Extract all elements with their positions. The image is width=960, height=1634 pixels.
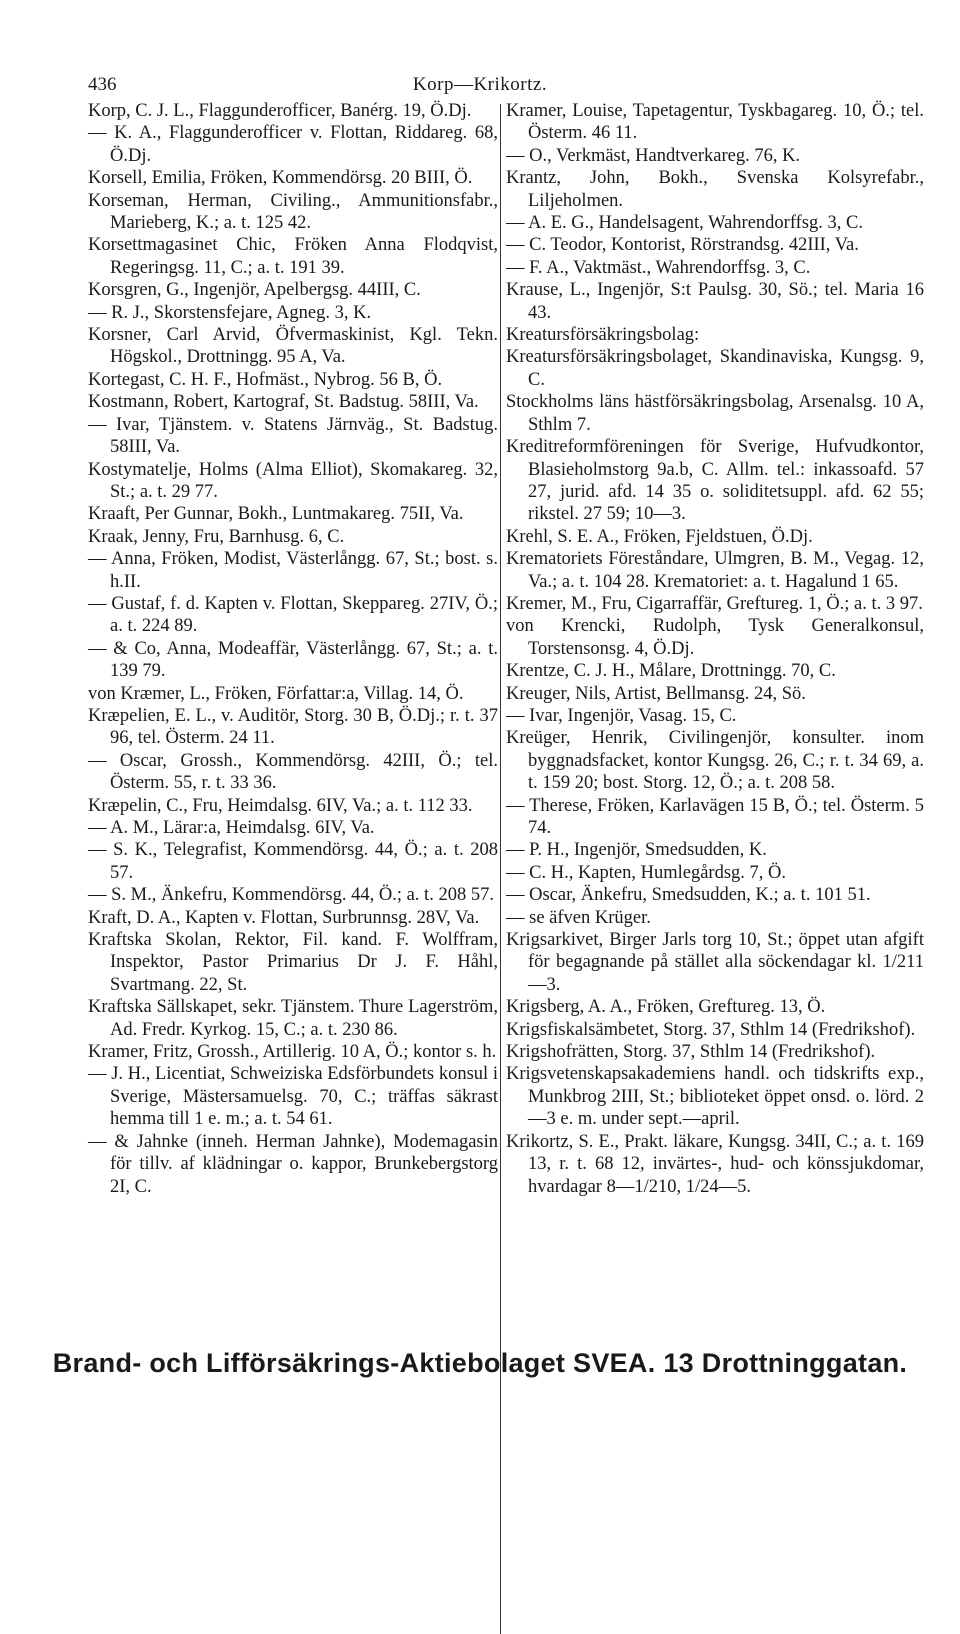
directory-entry: Krematoriets Föreståndare, Ulmgren, B. M., Vegag. 12, Va.; a. t. 104 28. Krematoriet: a. t. Hagalund 1 65. bbox=[506, 549, 924, 592]
directory-entry: Kræpelien, E. L., v. Auditör, Storg. 30 B, Ö.Dj.; r. t. 37 96, tel. Österm. 24 11. bbox=[88, 705, 498, 749]
footer-advertisement: Brand- och Lifförsäkrings-Aktiebolaget SVEA. 13 Drottninggatan. bbox=[52, 1348, 908, 1378]
directory-entry: — Anna, Fröken, Modist, Västerlångg. 67, St.; bost. s. h.II. bbox=[88, 549, 498, 592]
directory-entry: Krigsarkivet, Birger Jarls torg 10, St.; öppet utan afgift för begagnande på stället alla söckendagar kl. 1/211—3. bbox=[506, 930, 924, 995]
directory-entry: — C. Teodor, Kontorist, Rörstrandsg. 42III, Va. bbox=[506, 235, 859, 256]
directory-entry: — A. E. G., Handelsagent, Wahrendorffsg. 3, C. bbox=[506, 213, 863, 234]
running-head: Korp—Krikortz. bbox=[412, 74, 548, 95]
directory-entry: Kreuger, Nils, Artist, Bellmansg. 24, Sö. bbox=[506, 683, 806, 704]
directory-entry: Krantz, John, Bokh., Svenska Kolsyrefabr., Liljeholmen. bbox=[506, 168, 924, 211]
directory-entry: Korsell, Emilia, Fröken, Kommendörsg. 20 BIII, Ö. bbox=[88, 168, 473, 189]
directory-entry: — S. K., Telegrafist, Kommendörsg. 44, Ö.; a. t. 208 57. bbox=[88, 840, 498, 883]
directory-entry: — Gustaf, f. d. Kapten v. Flottan, Skeppareg. 27IV, Ö.; a. t. 224 89. bbox=[88, 593, 498, 637]
directory-entry: — S. M., Änkefru, Kommendörsg. 44, Ö.; a. t. 208 57. bbox=[88, 885, 494, 906]
directory-entry: Kremer, M., Fru, Cigarraffär, Greftureg. 1, Ö.; a. t. 3 97. bbox=[506, 593, 923, 614]
directory-entry: — Ivar, Ingenjör, Vasag. 15, C. bbox=[506, 705, 737, 726]
directory-entry: — F. A., Vaktmäst., Wahrendorffsg. 3, C. bbox=[506, 257, 811, 278]
right-column bbox=[506, 100, 924, 1198]
directory-entry: — K. A., Flaggunderofficer v. Flottan, Riddareg. 68, Ö.Dj. bbox=[88, 123, 498, 166]
directory-entry: Krigsberg, A. A., Fröken, Greftureg. 13, Ö. bbox=[506, 997, 826, 1018]
directory-entry: — Oscar, Grossh., Kommendörsg. 42III, Ö.; tel. Österm. 55, r. t. 33 36. bbox=[88, 750, 498, 794]
directory-entry: Kreditreformföreningen för Sverige, Hufvudkontor, Blasieholmstorg 9a.b, C. Allm. tel.: inkassoafd. 57 27, jurid. afd. 14 35 o. soliditetsuppl. afd. 62 55; rikstel. 27 59; 10—3. bbox=[506, 437, 924, 525]
directory-entry: — Oscar, Änkefru, Smedsudden, K.; a. t. 101 51. bbox=[506, 885, 871, 906]
directory-entry: Krause, L., Ingenjör, S:t Paulsg. 30, Sö.; tel. Maria 16 43. bbox=[506, 280, 924, 323]
directory-entry: Kraft, D. A., Kapten v. Flottan, Surbrunnsg. 28V, Va. bbox=[88, 907, 480, 928]
directory-entry: Krikortz, S. E., Prakt. läkare, Kungsg. 34II, C.; a. t. 169 13, r. t. 68 12, invärtes-, hud- och könssjukdomar, hvardagar 8—1/210, 1/24—5. bbox=[506, 1131, 924, 1197]
directory-entry: von Kræmer, L., Fröken, Författar:a, Villag. 14, Ö. bbox=[88, 683, 464, 704]
directory-entry: Krigsfiskalsämbetet, Storg. 37, Sthlm 14 (Fredrikshof). bbox=[506, 1019, 916, 1040]
directory-entry: Kraak, Jenny, Fru, Barnhusg. 6, C. bbox=[88, 526, 345, 547]
directory-entry: Krentze, C. J. H., Målare, Drottningg. 70, C. bbox=[506, 661, 836, 682]
directory-entry: — A. M., Lärar:a, Heimdalsg. 6IV, Va. bbox=[88, 818, 375, 838]
directory-entry: — & Co, Anna, Modeaffär, Västerlångg. 67, St.; a. t. 139 79. bbox=[88, 638, 498, 682]
directory-entry: Kramer, Louise, Tapetagentur, Tyskbagareg. 10, Ö.; tel. Österm. 46 11. bbox=[506, 101, 924, 144]
directory-entry: Korp, C. J. L., Flaggunderofficer, Banérg. 19, Ö.Dj. bbox=[88, 101, 472, 121]
directory-entry: — P. H., Ingenjör, Smedsudden, K. bbox=[506, 840, 767, 861]
directory-entry: Korsner, Carl Arvid, Öfvermaskinist, Kgl. Tekn. Högskol., Drottningg. 95 A, Va. bbox=[88, 325, 498, 368]
directory-entry: — J. H., Licentiat, Schweiziska Edsförbundets konsul i Sverige, Mästersamuelsg. 70, C.; träffas säkrast hemma till 1 e. m.; a. t. 54 61. bbox=[88, 1064, 498, 1130]
directory-entry: — R. J., Skorstensfejare, Agneg. 3, K. bbox=[88, 302, 372, 323]
directory-entry: Kræpelin, C., Fru, Heimdalsg. 6IV, Va.; a. t. 112 33. bbox=[88, 795, 473, 816]
directory-entry: Krehl, S. E. A., Fröken, Fjeldstuen, Ö.Dj. bbox=[506, 526, 813, 547]
directory-entry: — C. H., Kapten, Humlegårdsg. 7, Ö. bbox=[506, 862, 787, 883]
column-divider bbox=[500, 104, 501, 1634]
directory-entry: Kraftska Skolan, Rektor, Fil. kand. F. Wolffram, Inspektor, Pastor Primarius Dr J. F. Håhl, Svartmang. 22, St. bbox=[88, 930, 498, 995]
directory-entry: — Ivar, Tjänstem. v. Statens Järnväg., St. Badstug. 58III, Va. bbox=[88, 414, 498, 458]
directory-entry: von Krencki, Rudolph, Tysk Generalkonsul, Torstensonsg. 4, Ö.Dj. bbox=[506, 616, 924, 659]
directory-entry: Kraaft, Per Gunnar, Bokh., Luntmakareg. 75II, Va. bbox=[88, 504, 464, 525]
directory-entry: Kreatursförsäkringsbolag: bbox=[506, 325, 700, 346]
left-column bbox=[88, 100, 498, 1198]
directory-entry: Kortegast, C. H. F., Hofmäst., Nybrog. 56 B, Ö. bbox=[88, 369, 443, 390]
directory-columns bbox=[88, 100, 924, 1630]
directory-entry: Kreüger, Henrik, Civilingenjör, konsulter. inom byggnadsfacket, kontor Kungsg. 26, C.; r. t. 34 69, a. t. 159 20; bost. Storg. 12, Ö.; a. t. 208 58. bbox=[506, 728, 924, 794]
directory-entry: Kostymatelje, Holms (Alma Elliot), Skomakareg. 32, St.; a. t. 29 77. bbox=[88, 459, 498, 502]
directory-entry: Kraftska Sällskapet, sekr. Tjänstem. Thure Lagerström, Ad. Fredr. Kyrkog. 15, C.; a. t. 230 86. bbox=[88, 997, 498, 1040]
page-number: 436 bbox=[88, 74, 117, 95]
directory-entry: — O., Verkmäst, Handtverkareg. 76, K. bbox=[506, 145, 801, 166]
directory-entry: — & Jahnke (inneh. Herman Jahnke), Modemagasin för tillv. af klädningar o. kappor, Brunkebergstorg 2I, C. bbox=[88, 1131, 498, 1197]
directory-entry: Krigsvetenskapsakademiens handl. och tidskrifts exp., Munkbrog 2III, St.; biblioteket öppet onsd. o. lörd. 2—3 e. m. under sept.—april. bbox=[506, 1064, 924, 1130]
directory-entry: Korsgren, G., Ingenjör, Apelbergsg. 44III, C. bbox=[88, 280, 421, 301]
directory-entry: Kreatursförsäkringsbolaget, Skandinaviska, Kungsg. 9, C. bbox=[506, 347, 924, 390]
directory-entry: Kostmann, Robert, Kartograf, St. Badstug. 58III, Va. bbox=[88, 392, 479, 413]
directory-entry: Krigshofrätten, Storg. 37, Sthlm 14 (Fredrikshof). bbox=[506, 1042, 876, 1063]
directory-entry: — se äfven Krüger. bbox=[506, 907, 651, 928]
directory-entry: Kramer, Fritz, Grossh., Artillerig. 10 A, Ö.; kontor s. h. bbox=[88, 1042, 497, 1063]
directory-entry: Korseman, Herman, Civiling., Ammunitionsfabr., Marieberg, K.; a. t. 125 42. bbox=[88, 190, 498, 234]
directory-entry: Korsettmagasinet Chic, Fröken Anna Flodqvist, Regeringsg. 11, C.; a. t. 191 39. bbox=[88, 235, 498, 278]
directory-entry: — Therese, Fröken, Karlavägen 15 B, Ö.; tel. Österm. 5 74. bbox=[506, 795, 924, 838]
directory-entry: Stockholms läns hästförsäkringsbolag, Arsenalsg. 10 A, Sthlm 7. bbox=[506, 392, 924, 435]
